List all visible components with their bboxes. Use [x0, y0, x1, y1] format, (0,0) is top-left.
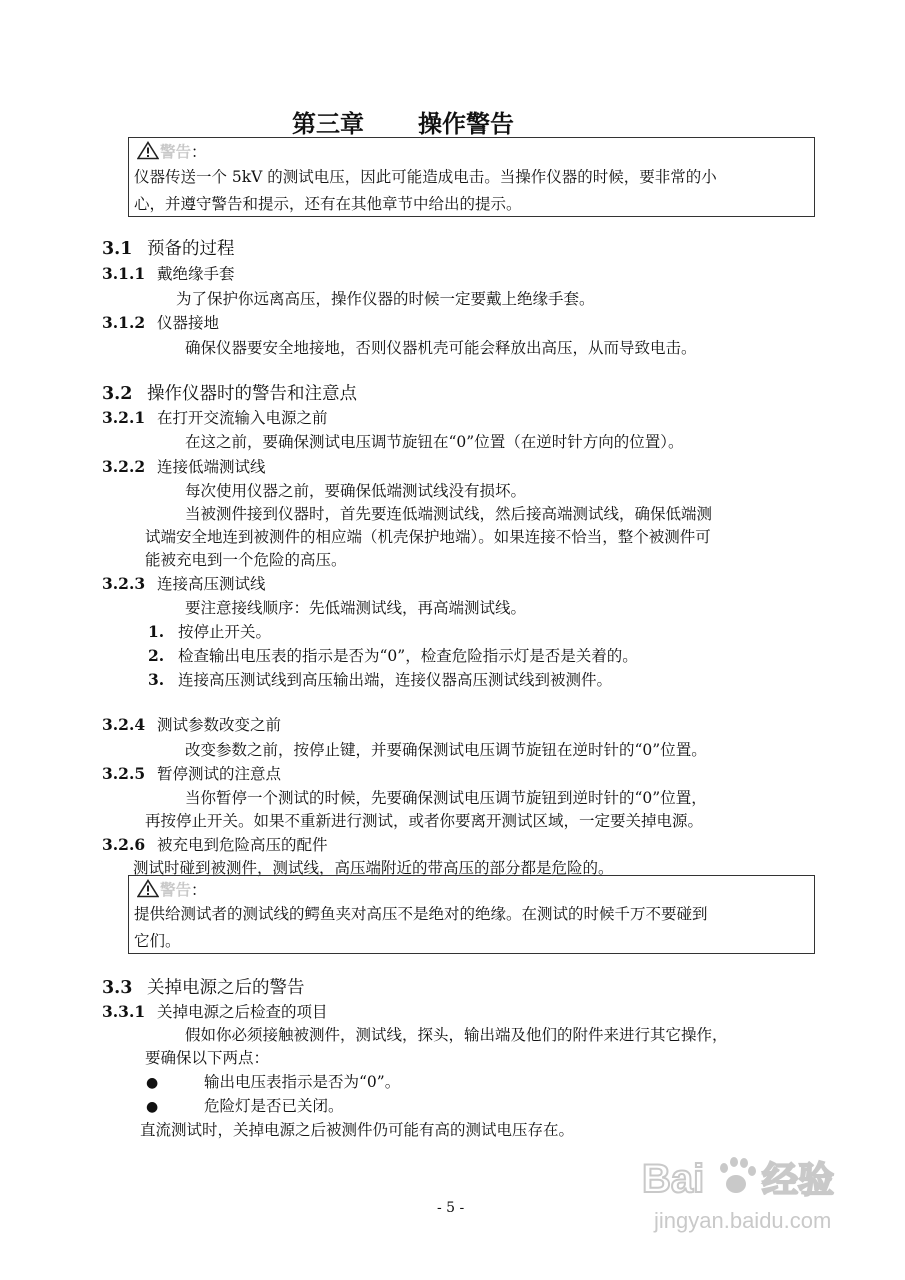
warning-label: 警告	[160, 880, 192, 899]
warning-line: 提供给测试者的测试线的鳄鱼夹对高压不是绝对的绝缘。在测试的时候千万不要碰到	[134, 905, 708, 923]
warning-box-2	[128, 875, 815, 954]
list-text: 连接高压测试线到高压输出端，连接仪器高压测试线到被测件。	[178, 671, 613, 689]
warning-triangle-icon	[137, 879, 159, 898]
section-title: 连接低端测试线	[157, 458, 266, 476]
warning-label: 警告	[160, 142, 192, 161]
section-title: 操作仪器时的警告和注意点	[147, 384, 357, 404]
list-item	[148, 621, 271, 643]
paragraph: 要注意接线顺序：先低端测试线，再高端测试线。	[185, 599, 527, 617]
section-3-2-2-heading	[102, 456, 266, 478]
bullet-item	[146, 1095, 344, 1118]
paragraph: 直流测试时，关掉电源之后被测件仍可能有高的测试电压存在。	[140, 1121, 575, 1139]
warning-box-1	[128, 137, 815, 217]
bullet-item	[146, 1071, 400, 1094]
list-text: 按停止开关。	[178, 623, 272, 641]
paragraph: 确保仪器要安全地接地，否则仪器机壳可能会释放出高压，从而导致电击。	[185, 339, 697, 357]
section-title: 被充电到危险高压的配件	[157, 836, 328, 854]
warning-header	[137, 141, 207, 163]
list-number: 3.	[148, 670, 165, 689]
bullet-icon: ●	[146, 1075, 159, 1091]
section-3-1-heading	[102, 235, 235, 260]
chapter-number: 第三章	[292, 109, 364, 138]
chapter-title	[292, 104, 514, 139]
page-number: - 5 -	[437, 1200, 465, 1216]
section-title: 在打开交流输入电源之前	[157, 409, 328, 427]
section-title: 仪器接地	[157, 314, 220, 332]
list-number: 1.	[148, 622, 165, 641]
paragraph: 每次使用仪器之前，要确保低端测试线没有损坏。	[185, 482, 527, 500]
section-title: 连接高压测试线	[157, 575, 266, 593]
section-number: 3.3.1	[102, 1002, 146, 1021]
section-3-2-4-heading	[102, 714, 281, 736]
paragraph-line: 当你暂停一个测试的时候，先要确保测试电压调节旋钮到逆时针的“0”位置，	[185, 789, 707, 807]
section-3-1-2-heading	[102, 312, 219, 334]
bullet-text: 输出电压表指示是否为“0”。	[204, 1073, 401, 1091]
section-title: 关掉电源之后的警告	[147, 978, 305, 998]
baidu-jingyan-watermark	[638, 1142, 860, 1242]
paragraph-line: 假如你必须接触被测件，测试线，探头，输出端及他们的附件来进行其它操作，	[185, 1026, 728, 1044]
section-3-2-3-heading	[102, 573, 266, 595]
section-number: 3.2.5	[102, 764, 146, 783]
warning-triangle-icon	[137, 141, 159, 160]
section-title: 暂停测试的注意点	[157, 765, 282, 783]
section-title: 预备的过程	[147, 239, 235, 259]
svg-text:jingyan.baidu.com: jingyan.baidu.com	[654, 1208, 832, 1233]
svg-text:Bai: Bai	[642, 1157, 705, 1201]
section-3-2-6-heading	[102, 834, 328, 856]
paragraph: 测试时碰到被测件，测试线，高压端附近的带高压的部分都是危险的。	[133, 859, 614, 877]
warning-colon: ：	[191, 881, 207, 899]
section-number: 3.3	[102, 978, 133, 998]
warning-text-2	[134, 901, 708, 955]
bullet-icon: ●	[146, 1099, 159, 1115]
section-title: 测试参数改变之前	[157, 716, 282, 734]
section-3-3-1-heading	[102, 1001, 328, 1023]
section-number: 3.2.2	[102, 457, 146, 476]
paragraph: 改变参数之前，按停止键，并要确保测试电压调节旋钮在逆时针的“0”位置。	[185, 741, 707, 759]
warning-line: 心，并遵守警告和提示，还有在其他章节中给出的提示。	[134, 195, 522, 213]
list-number: 2.	[148, 646, 165, 665]
paragraph: 在这之前，要确保测试电压调节旋钮在“0”位置（在逆时针方向的位置）。	[185, 433, 684, 451]
warning-header	[137, 879, 207, 901]
section-3-2-heading	[102, 380, 357, 405]
section-title: 戴绝缘手套	[157, 265, 235, 283]
section-number: 3.2.6	[102, 835, 146, 854]
warning-colon: ：	[191, 143, 207, 161]
paragraph-line: 要确保以下两点：	[145, 1049, 270, 1067]
section-title: 关掉电源之后检查的项目	[157, 1003, 328, 1021]
section-number: 3.1	[102, 239, 133, 259]
section-number: 3.2.3	[102, 574, 146, 593]
paragraph-line: 试端安全地连到被测件的相应端（机壳保护地端）。如果连接不恰当，整个被测件可	[145, 528, 711, 546]
chapter-name: 操作警告	[418, 109, 514, 138]
warning-line: 它们。	[134, 932, 181, 950]
paragraph-line: 能被充电到一个危险的高压。	[145, 551, 347, 569]
section-number: 3.2.1	[102, 408, 146, 427]
bullet-text: 危险灯是否已关闭。	[204, 1097, 344, 1115]
section-number: 3.2	[102, 384, 133, 404]
list-item	[148, 645, 638, 667]
paragraph-line: 当被测件接到仪器时，首先要连低端测试线，然后接高端测试线，确保低端测	[185, 505, 713, 523]
section-3-2-5-heading	[102, 763, 281, 785]
svg-text:经验: 经验	[762, 1159, 835, 1200]
section-number: 3.2.4	[102, 715, 146, 734]
section-number: 3.1.1	[102, 264, 146, 283]
paragraph: 为了保护你远离高压，操作仪器的时候一定要戴上绝缘手套。	[176, 290, 595, 308]
section-3-2-1-heading	[102, 407, 328, 429]
list-item	[148, 669, 612, 691]
section-3-3-heading	[102, 974, 305, 999]
warning-line: 仪器传送一个 5kV 的测试电压，因此可能造成电击。当操作仪器的时候，要非常的小	[134, 168, 717, 186]
warning-text-1	[134, 164, 717, 218]
paragraph-line: 再按停止开关。如果不重新进行测试，或者你要离开测试区域，一定要关掉电源。	[145, 812, 704, 830]
section-number: 3.1.2	[102, 313, 146, 332]
list-text: 检查输出电压表的指示是否为“0”，检查危险指示灯是否是关着的。	[178, 647, 638, 665]
section-3-1-1-heading	[102, 263, 235, 285]
